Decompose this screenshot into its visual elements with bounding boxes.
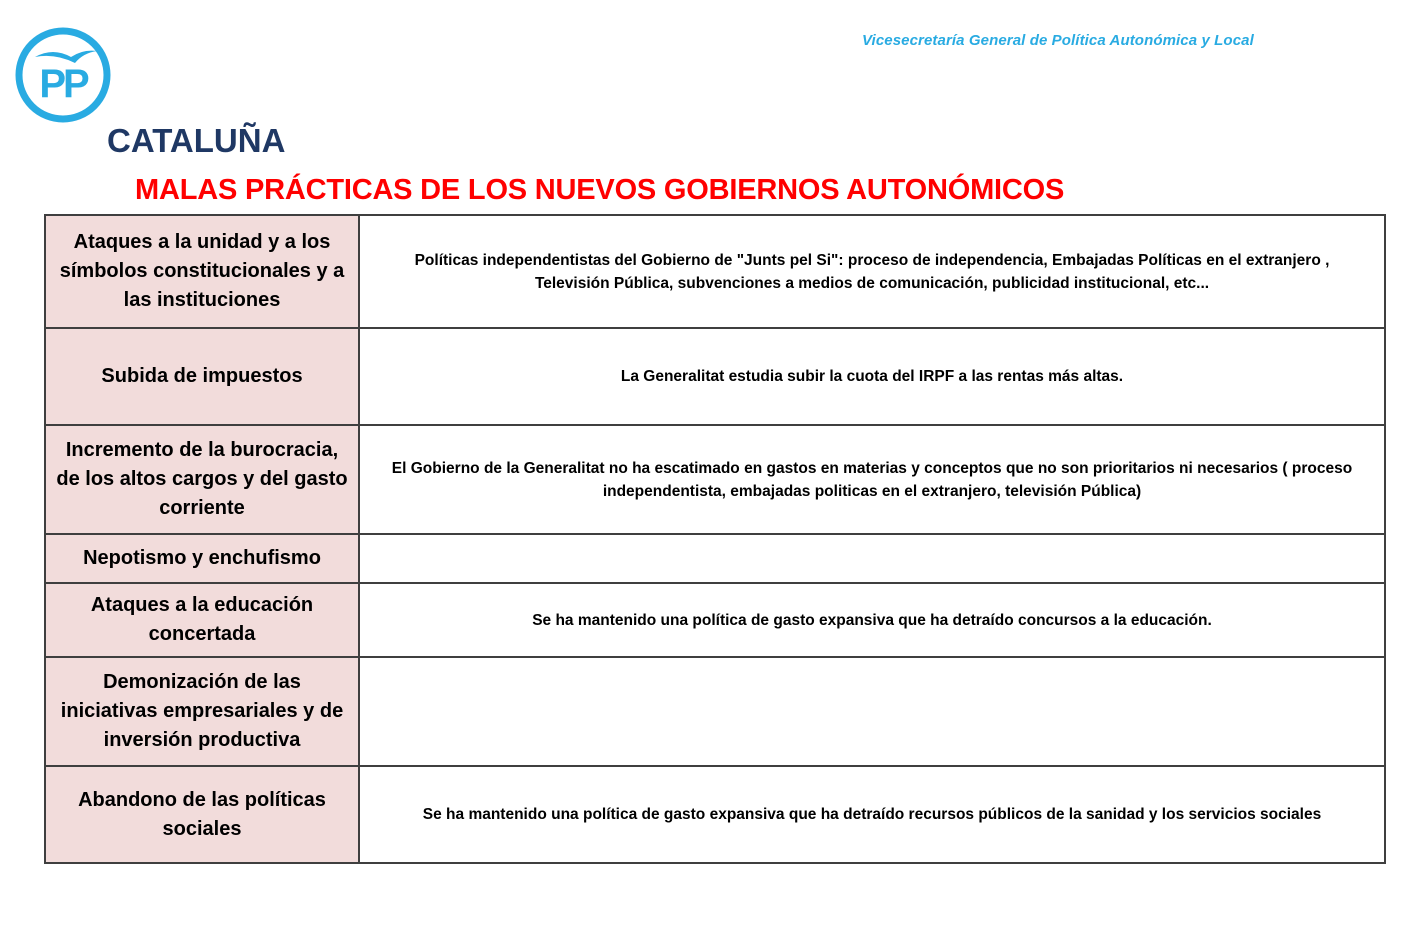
pp-logo (13, 27, 113, 123)
malpractices-table (44, 214, 1386, 864)
description-cell (359, 657, 1385, 766)
category-cell: Ataques a la educación concertada (45, 583, 359, 657)
category-cell: Demonización de las iniciativas empresariales y de inversión productiva (45, 657, 359, 766)
svg-text:PP: PP (39, 62, 87, 106)
pp-logo-icon (13, 27, 113, 123)
region-title: CATALUÑA (107, 122, 286, 159)
table-row (45, 583, 1385, 657)
category-cell: Incremento de la burocracia, de los altos cargos y del gasto corriente (45, 425, 359, 534)
description-cell: El Gobierno de la Generalitat no ha escatimado en gastos en materias y conceptos que no son prioritarios ni necesarios ( proceso independentista, embajadas politicas en el extranjero, televisión Pública) (359, 425, 1385, 534)
description-cell (359, 534, 1385, 583)
table-row (45, 425, 1385, 534)
category-cell: Abandono de las políticas sociales (45, 766, 359, 863)
table-row (45, 766, 1385, 863)
description-cell: Políticas independentistas del Gobierno de "Junts pel Si": proceso de independencia, Embajadas Políticas en el extranjero , Televisión Pública, subvenciones a medios de comunicación, publicidad institucional, etc... (359, 215, 1385, 328)
table-row (45, 215, 1385, 328)
table-row (45, 534, 1385, 583)
organization-header: Vicesecretaría General de Política Autonómica y Local (862, 32, 1254, 49)
page-title: MALAS PRÁCTICAS DE LOS NUEVOS GOBIERNOS AUTONÓMICOS (135, 174, 1065, 206)
description-cell: La Generalitat estudia subir la cuota del IRPF a las rentas más altas. (359, 328, 1385, 425)
category-cell: Nepotismo y enchufismo (45, 534, 359, 583)
description-cell: Se ha mantenido una política de gasto expansiva que ha detraído recursos públicos de la sanidad y los servicios sociales (359, 766, 1385, 863)
table-row (45, 328, 1385, 425)
category-cell: Ataques a la unidad y a los símbolos constitucionales y a las instituciones (45, 215, 359, 328)
table-row (45, 657, 1385, 766)
description-cell: Se ha mantenido una política de gasto expansiva que ha detraído concursos a la educación. (359, 583, 1385, 657)
category-cell: Subida de impuestos (45, 328, 359, 425)
